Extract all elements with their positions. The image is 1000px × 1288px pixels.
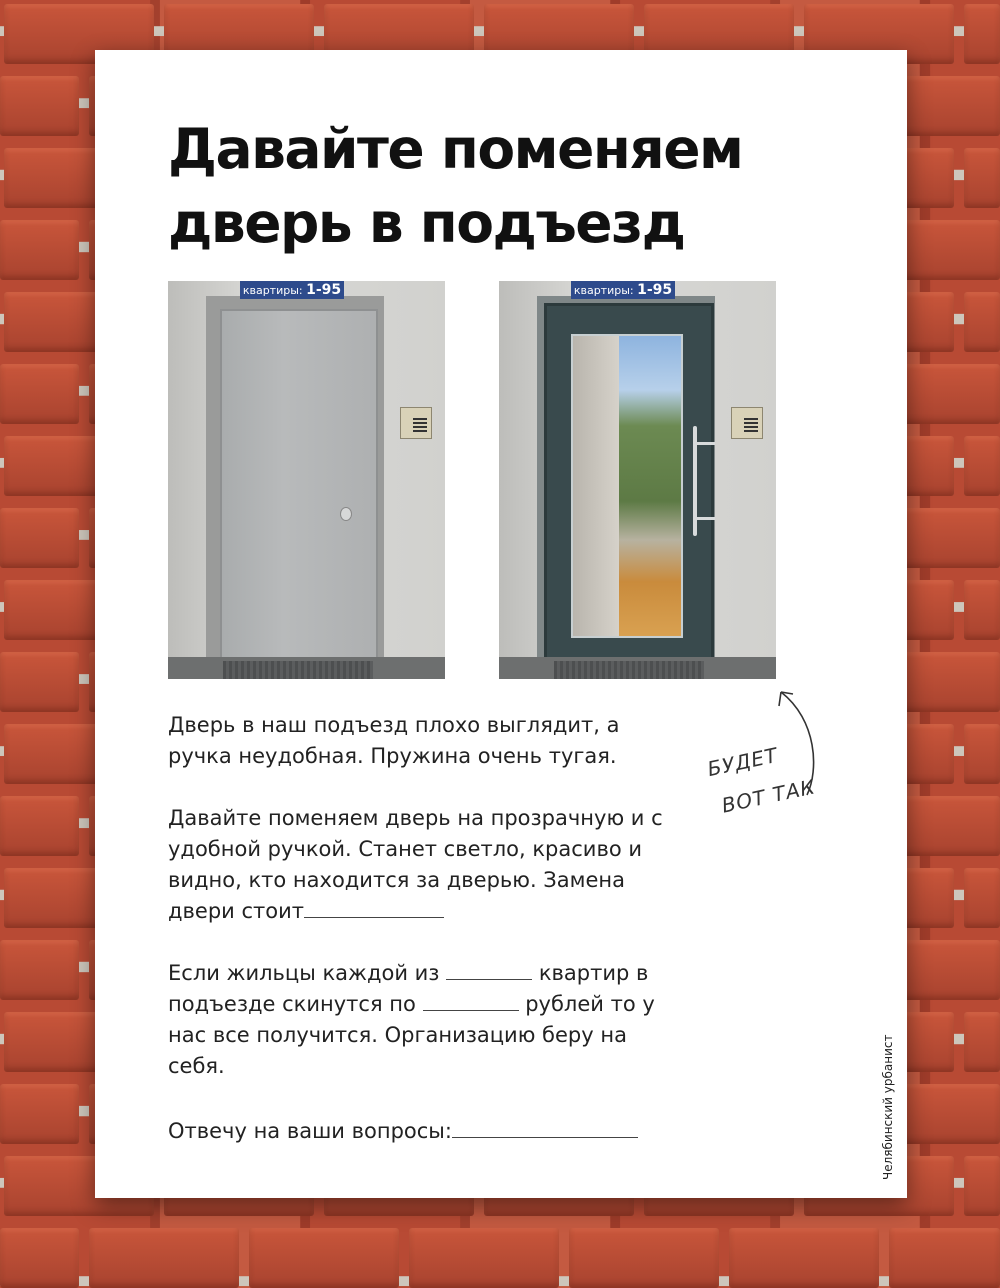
brick [964, 1156, 1000, 1216]
brick [964, 4, 1000, 64]
blank-amount [423, 992, 519, 1011]
brick [0, 940, 79, 1000]
blank-contact [452, 1119, 638, 1138]
brick [249, 1228, 399, 1288]
brick [0, 508, 79, 568]
blank-price [304, 899, 444, 918]
paragraph-contact: Отвечу на ваши вопросы: [168, 1116, 688, 1147]
brick [889, 1228, 1000, 1288]
paragraph-funding: Если жильцы каждой из квартир в подъезде скинутся по рублей то у нас все получится. Организацию беру на себя. [168, 961, 655, 1078]
apartment-sign: квартиры: 1-95 [240, 281, 344, 299]
photo-old-door [168, 281, 445, 679]
glass-pane [571, 334, 683, 638]
intercom-panel [400, 407, 432, 439]
annotation-line-2: ВОТ ТАК [719, 774, 818, 818]
door-handle-bar [693, 426, 697, 536]
blank-apartments [446, 961, 532, 980]
brick [0, 220, 79, 280]
brick [964, 580, 1000, 640]
paragraph-problem: Дверь в наш подъезд плохо выглядит, а ручка неудобная. Пружина очень тугая. [168, 713, 620, 768]
brick [964, 868, 1000, 928]
poster-sheet [95, 50, 907, 1198]
brick [964, 148, 1000, 208]
brick [964, 436, 1000, 496]
intercom-panel [731, 407, 763, 439]
brick [964, 292, 1000, 352]
metal-door [220, 309, 378, 665]
brick [0, 796, 79, 856]
brick [0, 1084, 79, 1144]
photo-new-door [499, 281, 776, 679]
brick [89, 1228, 239, 1288]
glass-door [544, 303, 714, 673]
paragraph-proposal: Давайте поменяем дверь на прозрачную и с удобной ручкой. Станет светло, красиво и видно, кто находится за дверью. Замена двери стоит [168, 806, 663, 923]
brick [729, 1228, 879, 1288]
annotation-line-1: БУДЕТ [705, 742, 781, 782]
brick [0, 364, 79, 424]
author-credit: Челябинский урбанист [881, 1034, 895, 1180]
apartment-sign: квартиры: 1-95 [571, 281, 675, 299]
brick [569, 1228, 719, 1288]
door-mat [554, 661, 704, 679]
brick [409, 1228, 559, 1288]
brick [0, 1228, 79, 1288]
brick [964, 1012, 1000, 1072]
door-mat [223, 661, 373, 679]
poster-title: Давайте поменяем дверь в подъезд [168, 117, 743, 255]
brick [964, 724, 1000, 784]
brick [0, 652, 79, 712]
brick [0, 76, 79, 136]
